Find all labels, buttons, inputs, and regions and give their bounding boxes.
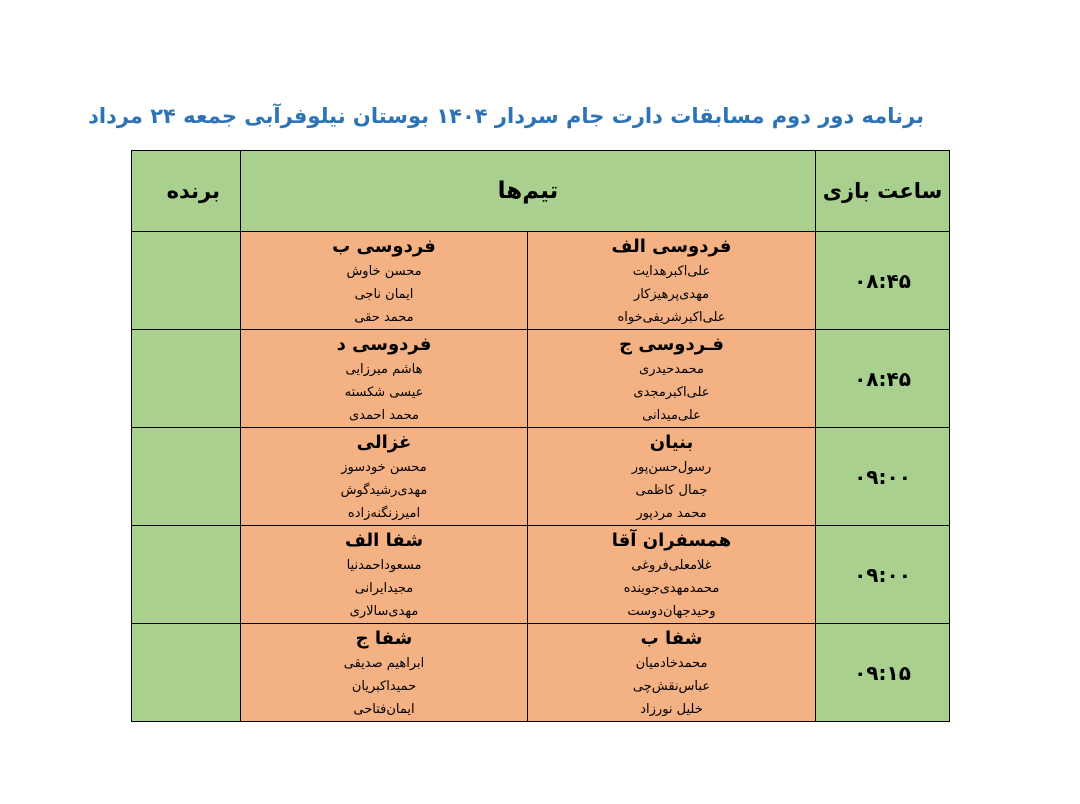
team-name: شفا الف bbox=[344, 530, 424, 551]
team-name: شفا ج bbox=[355, 628, 413, 649]
player-name: غلامعلی‌فروغی bbox=[631, 558, 712, 573]
player-name: ایمان ناجی bbox=[354, 287, 414, 302]
match-time: ۰۸:۴۵ bbox=[816, 330, 950, 428]
team-cell bbox=[528, 232, 816, 330]
team-name: فردوسی ب bbox=[332, 236, 436, 257]
player-name: محمد احمدی bbox=[349, 408, 419, 423]
page-title: برنامه دور دوم مسابقات دارت جام سردار ۱۴۰۴ بوستان نیلوفرآبی جمعه ۲۴ مرداد bbox=[88, 104, 924, 128]
player-name: وحیدجهان‌دوست bbox=[627, 604, 716, 619]
player-name: محمدمهدی‌جوینده bbox=[623, 581, 720, 596]
player-name: محمدحیدری bbox=[639, 362, 704, 377]
player-name: مجیدایرانی bbox=[354, 581, 414, 596]
player-name: جمال کاظمی bbox=[635, 483, 708, 498]
winner-header: برنده bbox=[132, 151, 241, 232]
team-cell bbox=[528, 526, 816, 624]
player-name: هاشم میرزایی bbox=[345, 362, 423, 377]
team-cell bbox=[528, 624, 816, 722]
player-name: مهدی‌رشیدگوش bbox=[340, 483, 428, 498]
time-header: ساعت بازی bbox=[816, 151, 950, 232]
team-name: فـردوسی ج bbox=[619, 334, 724, 355]
teams-header: تیم‌ها bbox=[241, 151, 816, 232]
team-cell bbox=[241, 232, 528, 330]
player-name: علی‌اکبرهدایت bbox=[632, 264, 711, 279]
team-cell bbox=[528, 330, 816, 428]
player-name: مهدی‌سالاری bbox=[349, 604, 419, 619]
team-name: همسفران آقا bbox=[611, 530, 732, 551]
match-row bbox=[132, 330, 950, 428]
player-name: ایمان‌فتاحی bbox=[353, 702, 415, 717]
match-time: ۰۹:۰۰ bbox=[816, 428, 950, 526]
team-cell bbox=[241, 526, 528, 624]
team-name: فردوسی الف bbox=[611, 236, 732, 257]
team-name: بنیان bbox=[649, 432, 694, 453]
winner-cell bbox=[132, 232, 241, 330]
match-row bbox=[132, 232, 950, 330]
player-name: مسعوداحمدنیا bbox=[346, 558, 422, 573]
match-row bbox=[132, 428, 950, 526]
player-name: عباس‌نقش‌چی bbox=[632, 679, 711, 694]
header-row bbox=[132, 151, 950, 232]
team-cell bbox=[241, 330, 528, 428]
winner-cell bbox=[132, 624, 241, 722]
player-name: محسن خاوش bbox=[346, 264, 422, 279]
winner-cell bbox=[132, 428, 241, 526]
winner-cell bbox=[132, 526, 241, 624]
player-name: علی‌اکبرمجدی bbox=[633, 385, 710, 400]
team-cell bbox=[241, 624, 528, 722]
team-cell bbox=[241, 428, 528, 526]
player-name: محمد مردپور bbox=[636, 506, 707, 521]
team-name: شفا ب bbox=[640, 628, 703, 649]
player-name: رسول‌حسن‌پور bbox=[631, 460, 712, 475]
player-name: محسن خودسوز bbox=[341, 460, 427, 475]
player-name: علی‌میدانی bbox=[642, 408, 701, 423]
match-time: ۰۹:۱۵ bbox=[816, 624, 950, 722]
player-name: مهدی‌پرهیزکار bbox=[633, 287, 710, 302]
match-row bbox=[132, 624, 950, 722]
match-time: ۰۹:۰۰ bbox=[816, 526, 950, 624]
player-name: خلیل نورزاد bbox=[640, 702, 703, 717]
winner-cell bbox=[132, 330, 241, 428]
player-name: حمیداکبریان bbox=[351, 679, 417, 694]
player-name: ابراهیم صدیقی bbox=[343, 656, 425, 671]
schedule-table bbox=[131, 150, 950, 722]
match-row bbox=[132, 526, 950, 624]
player-name: علی‌اکبرشریفی‌خواه bbox=[617, 310, 726, 325]
player-name: عیسی شکسته bbox=[344, 385, 424, 400]
player-name: محمدخادمیان bbox=[635, 656, 708, 671]
match-time: ۰۸:۴۵ bbox=[816, 232, 950, 330]
team-name: فردوسی د bbox=[336, 334, 432, 355]
team-cell bbox=[528, 428, 816, 526]
team-name: غزالی bbox=[356, 432, 412, 453]
player-name: محمد حقی bbox=[354, 310, 414, 325]
player-name: امیرزنگنه‌زاده bbox=[347, 506, 421, 521]
